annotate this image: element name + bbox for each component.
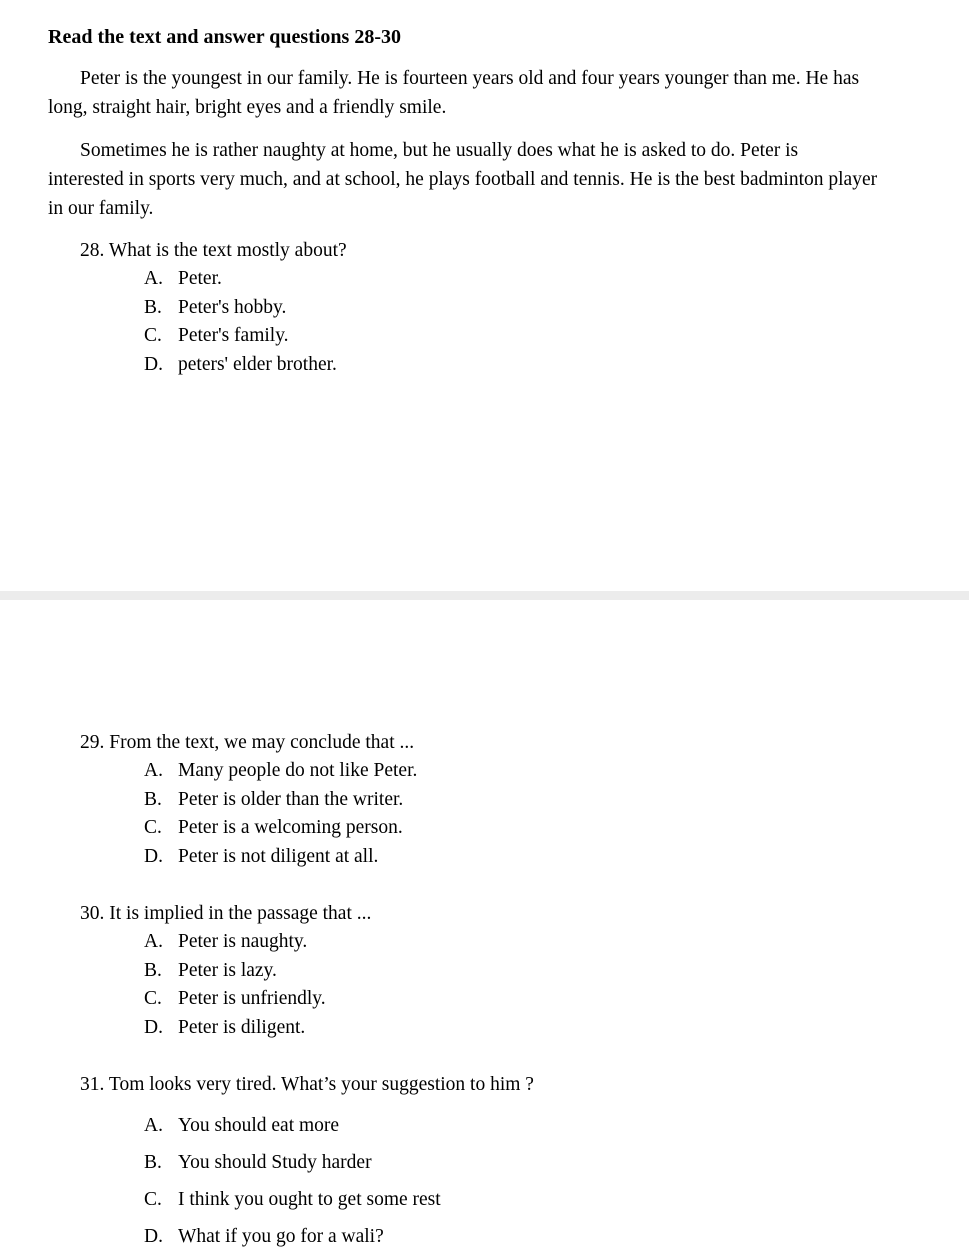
question-number: 28.	[80, 240, 105, 261]
option-text: Peter is diligent.	[178, 1017, 306, 1039]
option-d[interactable]	[144, 351, 337, 380]
option-d[interactable]	[144, 1014, 326, 1043]
option-letter: D.	[144, 846, 163, 868]
option-text: Many people do not like Peter.	[178, 760, 418, 781]
option-b[interactable]	[144, 786, 417, 815]
option-text: Peter's hobby.	[178, 296, 287, 318]
question-text: It is implied in the passage that ...	[109, 903, 372, 924]
option-b[interactable]	[144, 294, 337, 323]
option-letter: B.	[144, 296, 162, 318]
option-letter: B.	[144, 788, 162, 810]
question-text: What is the text mostly about?	[108, 240, 347, 261]
option-text: Peter is a welcoming person.	[178, 817, 403, 839]
question-number: 30.	[80, 903, 105, 924]
option-d[interactable]	[144, 843, 417, 872]
option-b[interactable]	[144, 957, 326, 986]
option-c[interactable]	[144, 322, 337, 351]
passage-paragraph-2: Sometimes he is rather naughty at home, but he usually does what he is asked to do. Peter is interested in sports very much, and at school, he plays football and tennis. He is the best badminton player in our family.	[48, 140, 878, 219]
option-c[interactable]	[144, 814, 417, 843]
options-29	[144, 757, 417, 872]
question-28	[80, 236, 347, 265]
option-a[interactable]	[144, 928, 326, 957]
question-number: 29.	[80, 732, 105, 753]
option-b[interactable]	[144, 1144, 441, 1181]
option-letter: C.	[144, 325, 162, 347]
option-letter: A.	[144, 760, 163, 781]
option-a[interactable]	[144, 1107, 441, 1144]
option-text: You should eat more	[178, 1115, 340, 1136]
option-text: peters' elder brother.	[178, 354, 337, 376]
question-29	[80, 728, 414, 757]
option-letter: D.	[144, 1226, 163, 1247]
passage-paragraph-1: Peter is the youngest in our family. He is fourteen years old and four years younger than me. He has long, straight hair, bright eyes and a friendly smile.	[48, 68, 860, 118]
option-c[interactable]	[144, 1181, 441, 1218]
options-28	[144, 265, 337, 380]
options-31	[144, 1107, 441, 1255]
option-a[interactable]	[144, 757, 417, 786]
option-text: Peter is not diligent at all.	[178, 846, 379, 868]
section-heading: Read the text and answer questions 28-30	[48, 26, 401, 48]
option-letter: A.	[144, 931, 163, 952]
option-text: Peter is unfriendly.	[178, 988, 326, 1010]
option-text: Peter.	[178, 268, 222, 289]
option-text: You should Study harder	[178, 1152, 372, 1173]
question-text: Tom looks very tired. What’s your suggestion to him ?	[108, 1074, 534, 1095]
options-30	[144, 928, 326, 1043]
question-text: From the text, we may conclude that ...	[109, 732, 415, 753]
option-d[interactable]	[144, 1218, 441, 1255]
option-text: Peter's family.	[178, 325, 289, 347]
option-text: Peter is naughty.	[178, 931, 308, 952]
option-letter: A.	[144, 268, 163, 289]
option-letter: C.	[144, 988, 162, 1010]
page-break-divider	[0, 591, 969, 600]
option-letter: A.	[144, 1115, 163, 1136]
question-30	[80, 899, 371, 928]
question-number: 31.	[80, 1074, 105, 1095]
option-letter: B.	[144, 959, 162, 981]
option-a[interactable]	[144, 265, 337, 294]
option-text: Peter is older than the writer.	[178, 788, 404, 810]
question-31	[80, 1070, 534, 1099]
option-letter: D.	[144, 1017, 163, 1039]
option-c[interactable]	[144, 985, 326, 1014]
option-text: I think you ought to get some rest	[178, 1189, 441, 1210]
option-text: Peter is lazy.	[178, 959, 277, 981]
option-letter: C.	[144, 1189, 162, 1210]
option-letter: C.	[144, 817, 162, 839]
option-letter: B.	[144, 1152, 162, 1173]
option-letter: D.	[144, 354, 163, 376]
option-text: What if you go for a wali?	[178, 1226, 384, 1247]
